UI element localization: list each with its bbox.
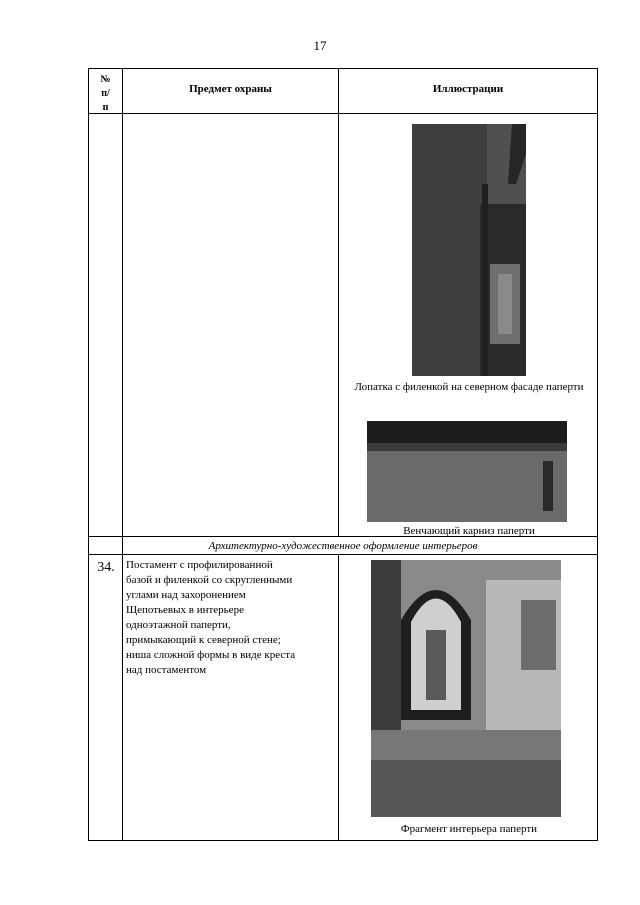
- col-divider-1: [122, 69, 123, 840]
- photo-interior: [371, 560, 561, 817]
- photo-pilaster: [412, 124, 526, 376]
- row-number: 34.: [97, 560, 115, 575]
- header-subject: Предмет охраны: [189, 83, 272, 95]
- pilaster-photo-image: [412, 124, 526, 376]
- interior-photo-image: [371, 560, 561, 817]
- caption-interior: Фрагмент интерьера паперти: [400, 823, 538, 835]
- header-illustrations: Иллюстрации: [432, 83, 504, 95]
- col-divider-2b: [338, 554, 339, 840]
- section-bottom-line: [89, 554, 597, 555]
- cornice-photo-image: [367, 421, 567, 522]
- caption-cornice: Венчающий карниз паперти: [403, 525, 535, 537]
- page-number: 17: [313, 38, 327, 53]
- row-description: Постамент с профилированной базой и филенкой со скругленными углами над захоронением Щепотьевых в интерьере одноэтажной паперти, примыкающий к северной стене; ниша сложной формы в виде креста над постаментом: [126, 559, 296, 676]
- header-bottom-line: [89, 113, 597, 114]
- caption-pilaster: Лопатка с филенкой на северном фасаде паперти: [354, 381, 584, 393]
- section-title: Архитектурно-художественное оформление интерьеров: [208, 540, 478, 552]
- photo-cornice: [367, 421, 567, 522]
- header-number: № п/ п: [100, 74, 111, 113]
- protection-table: [88, 68, 598, 841]
- col-divider-2: [338, 69, 339, 536]
